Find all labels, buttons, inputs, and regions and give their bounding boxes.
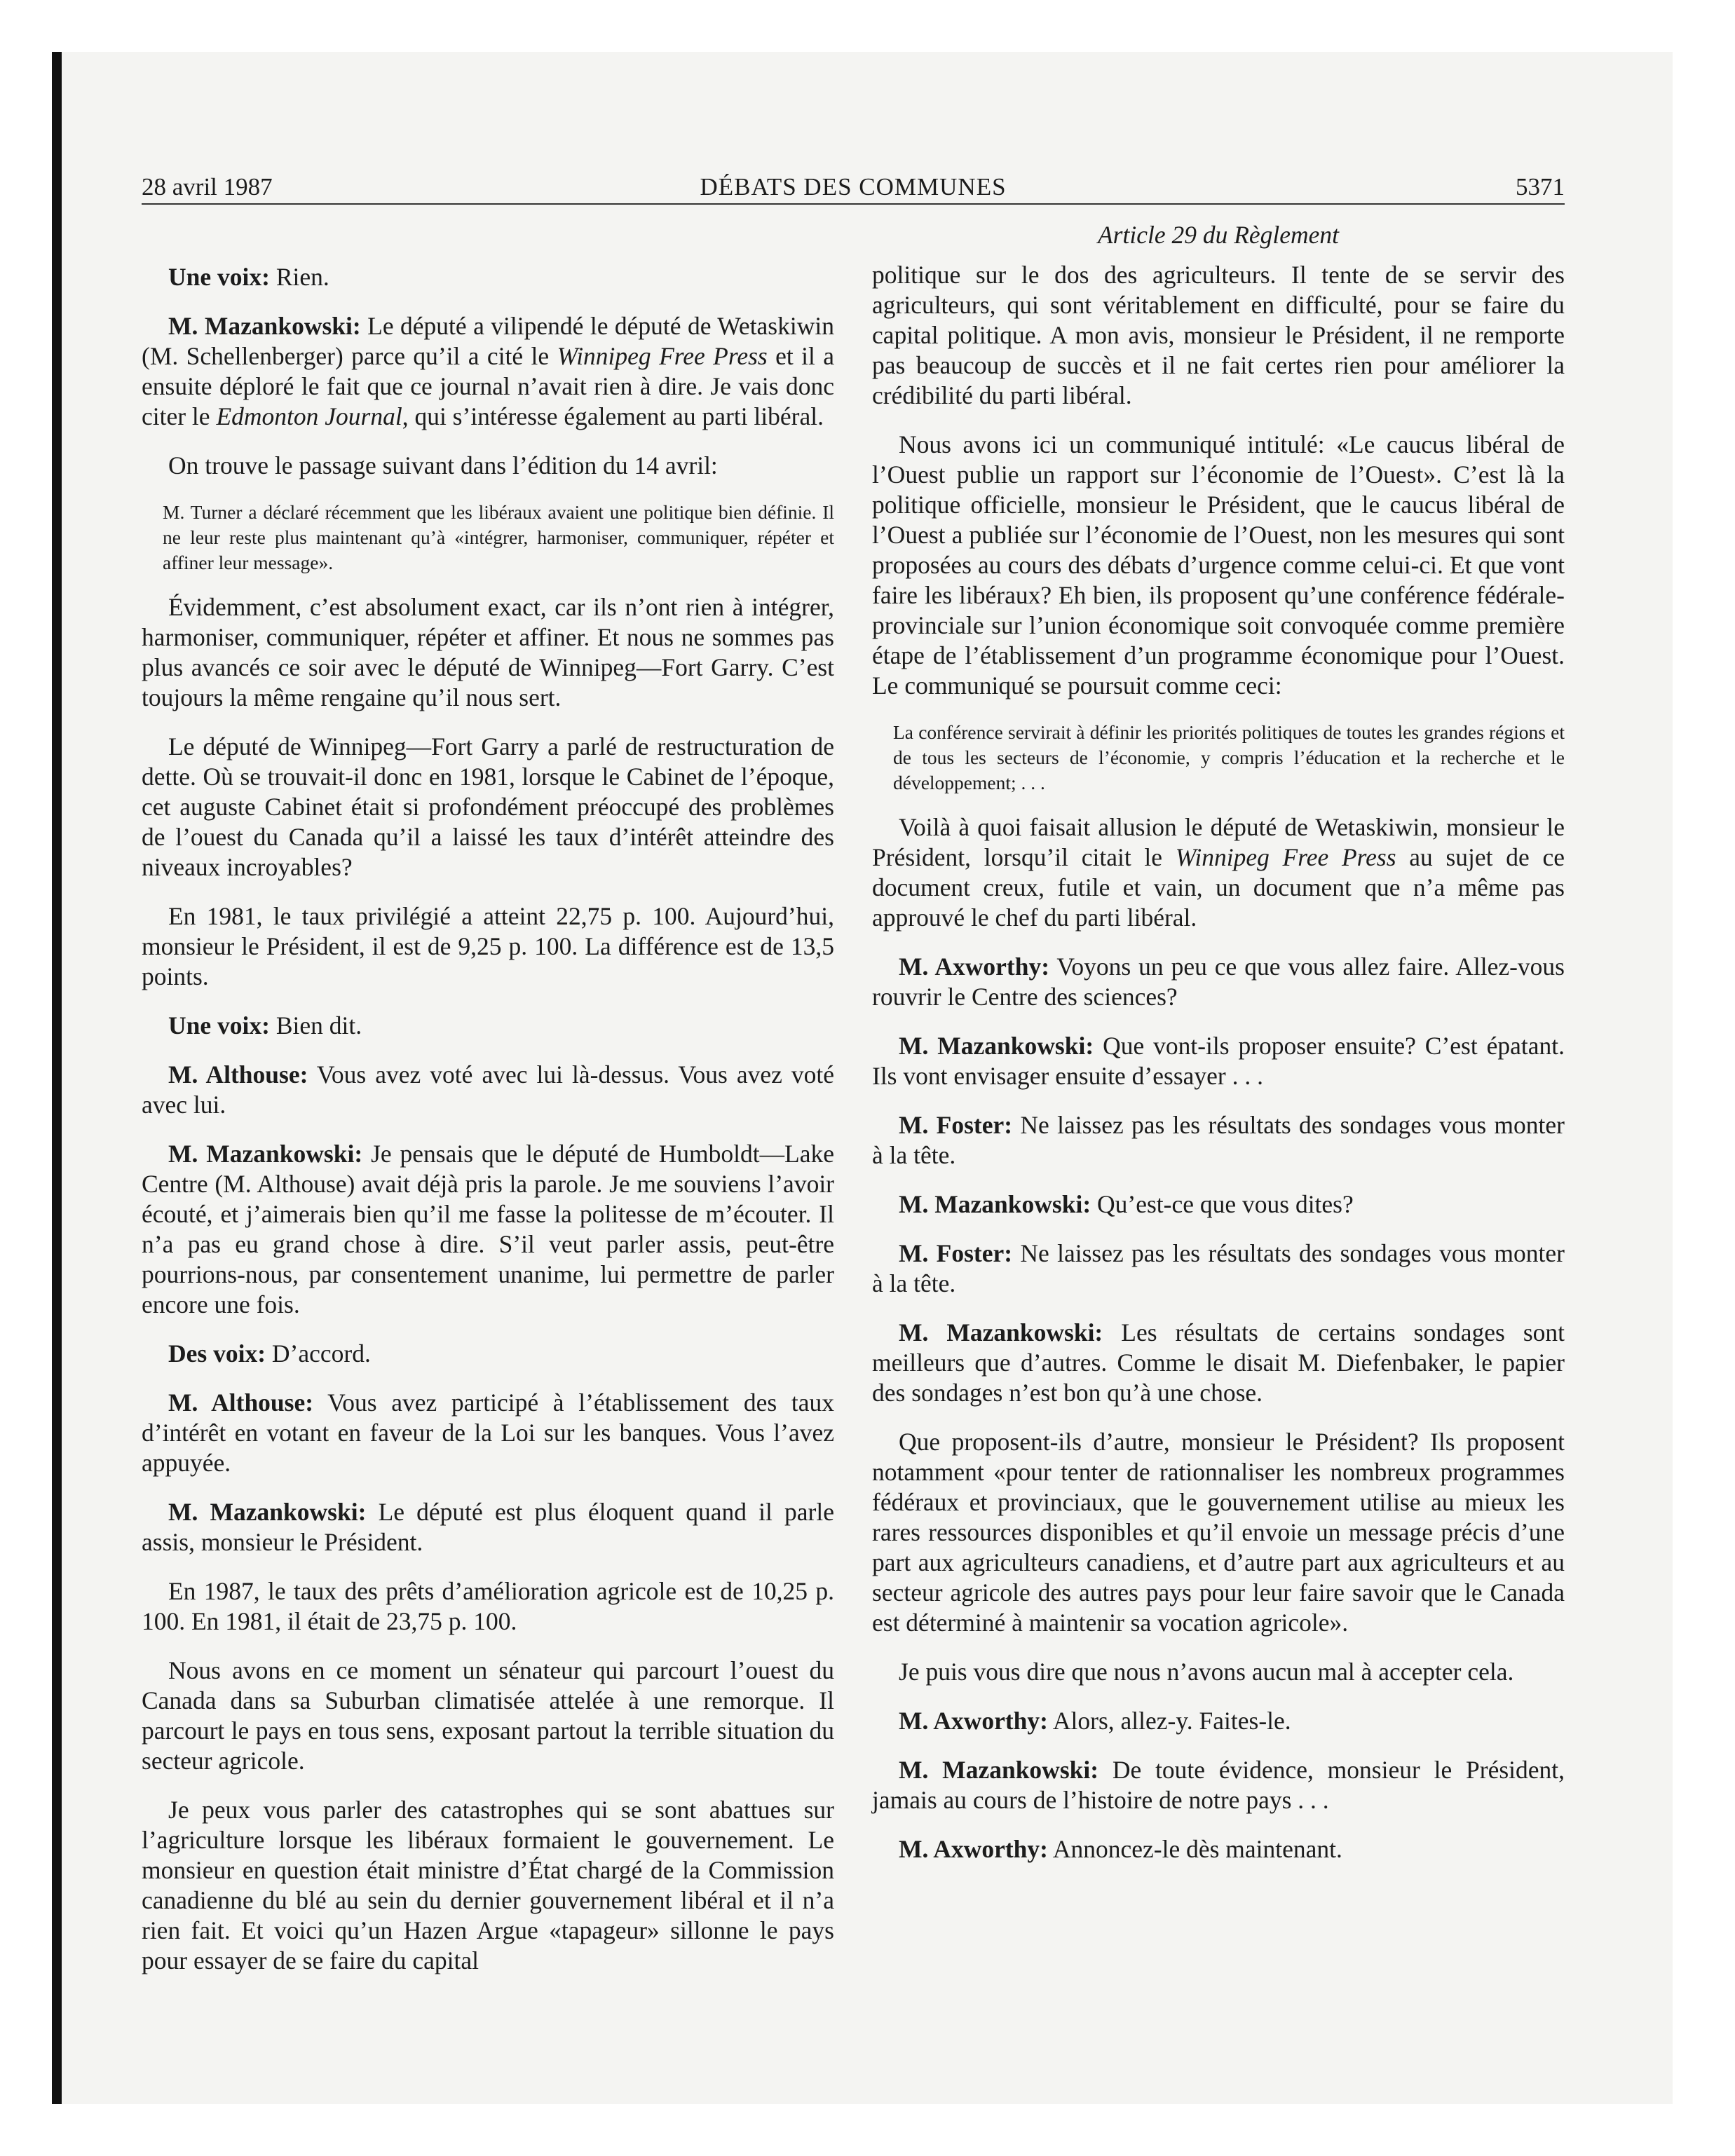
paragraph [872, 1031, 1565, 1091]
paragraph [872, 1239, 1565, 1299]
speaker-name: M. Foster: [899, 1239, 1013, 1267]
speech-text: Annoncez-le dès maintenant. [1047, 1835, 1342, 1863]
paragraph [872, 952, 1565, 1012]
speaker-name: M. Mazankowski: [168, 1140, 363, 1168]
speech-text: et il a ensuite déploré le fait que ce journal n’avait rien à dire. Je vais donc citer le [142, 342, 834, 430]
speech-text: Que vont-ils proposer ensuite? C’est épatant. Ils vont envisager ensuite d’essayer . . . [872, 1032, 1565, 1090]
paragraph: politique sur le dos des agriculteurs. Il tente de se servir des agriculteurs, qui sont véritablement en difficulté, pour se faire du capital politique. A mon avis, monsieur le Président, il ne remporte pas beaucoup de succès et il ne fait certes rien pour améliorer la crédibilité du parti libéral. [872, 261, 1565, 409]
newspaper-title: Edmonton Journal [216, 402, 402, 430]
speaker-name: M. Mazankowski: [168, 1498, 367, 1526]
paragraph: Je peux vous parler des catastrophes qui se sont abattues sur l’agriculture lorsque les libéraux formaient le gouvernement. Le monsieur en question était ministre d’État chargé de la Commission canadienne du blé au sein du dernier gouvernement libéral et il n’a rien fait. Et voici qu’un Hazen Argue «tapageur» sillonne le pays pour essayer de se faire du capital [142, 1796, 834, 1974]
speech-text: Voilà à quoi faisait allusion le député de Wetaskiwin, monsieur le Président, lorsqu’il citait le [872, 813, 1565, 871]
paragraph [142, 262, 834, 292]
paragraph: En 1987, le taux des prêts d’amélioration agricole est de 10,25 p. 100. En 1981, il était de 23,75 p. 100. [142, 1577, 834, 1635]
paragraph: En 1981, le taux privilégié a atteint 22,75 p. 100. Aujourd’hui, monsieur le Président, il est de 9,25 p. 100. La différence est de 13,5 points. [142, 902, 834, 990]
paragraph [872, 1755, 1565, 1815]
paragraph [142, 1497, 834, 1557]
paragraph [142, 1139, 834, 1320]
header-title: DÉBATS DES COMMUNES [700, 173, 1007, 200]
speaker-name: M. Mazankowski: [899, 1190, 1091, 1218]
speaker-name: M. Althouse: [168, 1389, 314, 1417]
speech-text: De toute évidence, monsieur le Président, jamais au cours de l’histoire de notre pays . . . [872, 1756, 1565, 1814]
speaker-name: M. Mazankowski: [168, 312, 361, 340]
paragraph [872, 1189, 1565, 1220]
speaker-name: M. Mazankowski: [899, 1756, 1099, 1784]
paragraph [872, 1318, 1565, 1408]
speech-text: Bien dit. [269, 1011, 362, 1039]
speaker-name: M. Althouse: [168, 1060, 308, 1089]
paragraph: Nous avons ici un communiqué intitulé: «Le caucus libéral de l’Ouest publie un rapport sur l’économie de l’Ouest». C’est là la politique officielle, monsieur le Président, que le caucus libéral de l’Ouest a publiée sur l’économie de l’Ouest, non les mesures qui sont proposées au cours des débats d’urgence comme celui-ci. Et que vont faire les libéraux? Eh bien, ils proposent qu’une conférence fédérale-provinciale sur l’union économique soit convoquée comme première étape de l’établissement d’un programme économique pour l’Ouest. Le communiqué se poursuit comme ceci: [872, 430, 1565, 700]
newspaper-title: Winnipeg Free Press [1175, 843, 1396, 871]
speech-text: Ne laissez pas les résultats des sondages vous monter à la tête. [872, 1111, 1565, 1169]
paragraph [872, 1110, 1565, 1171]
speech-text: Qu’est-ce que vous dites? [1091, 1190, 1354, 1218]
section-heading: Article 29 du Règlement [1097, 221, 1340, 249]
speech-text: Vous avez participé à l’établissement des taux d’intérêt en votant en faveur de la Loi sur les banques. Vous l’avez appuyée. [142, 1389, 834, 1477]
speech-text: Les résultats de certains sondages sont meilleurs que d’autres. Comme le disait M. Diefenbaker, le papier des sondages n’est bon qu’à une chose. [872, 1318, 1565, 1407]
speaker-name: M. Foster: [899, 1111, 1013, 1139]
speaker-name: M. Axworthy: [899, 1835, 1048, 1863]
speaker-name: M. Axworthy: [899, 953, 1050, 981]
speech-text: au sujet de ce document creux, futile et vain, un document que n’a même pas approuvé le chef du parti libéral. [872, 843, 1565, 932]
newspaper-title: Winnipeg Free Press [557, 342, 768, 370]
paragraph [872, 1834, 1565, 1864]
speech-text: Rien. [269, 263, 329, 291]
speech-text: Je pensais que le député de Humboldt—Lake Centre (M. Althouse) avait déjà pris la parole. Je me souviens l’avoir écouté, et j’aimerais bien qu’il me fasse la politesse de m’écouter. Il n’a pas eu grand chose à dire. S’il veut parler assis, peut-être pourrions-nous, par consentement unanime, lui permettre de parler encore une fois. [142, 1140, 834, 1318]
paragraph [872, 812, 1565, 933]
speech-text: Alors, allez-y. Faites-le. [1047, 1707, 1291, 1735]
block-quote: La conférence servirait à définir les priorités politiques de toutes les grandes régions et de tous les secteurs de l’économie, y compris l’éducation et la recherche et le développement; . . . [893, 721, 1565, 793]
paragraph [142, 311, 834, 432]
speech-text: Le député est plus éloquent quand il parle assis, monsieur le Président. [142, 1498, 834, 1556]
speech-text: Voyons un peu ce que vous allez faire. Allez-vous rouvrir le Centre des sciences? [872, 953, 1565, 1011]
page-number: 5371 [1516, 173, 1565, 200]
speaker-name: M. Mazankowski: [899, 1032, 1094, 1060]
running-header [142, 171, 1565, 205]
paragraph: Que proposent-ils d’autre, monsieur le Président? Ils proposent notamment «pour tenter de rationnaliser les nombreux programmes fédéraux et provinciaux, que le gouvernement utilise au mieux les rares ressources disponibles et qu’il envoie un message précis d’une part aux agriculteurs canadiens, et d’autre part aux agriculteurs et au secteur agricole des autres pays pour leur faire savoir que le Canada est déterminé à maintenir sa vocation agricole». [872, 1428, 1565, 1637]
speech-text: D’accord. [266, 1339, 371, 1367]
header-date: 28 avril 1987 [142, 173, 273, 200]
right-column [872, 220, 1565, 1864]
paragraph [872, 1706, 1565, 1736]
speaker-name: M. Axworthy: [899, 1707, 1048, 1735]
paragraph: Le député de Winnipeg—Fort Garry a parlé de restructuration de dette. Où se trouvait-il donc en 1981, lorsque le Cabinet de l’époque, cet auguste Cabinet était si profondément préoccupé des problèmes de l’ouest du Canada qu’il a laissé les taux d’intérêt atteindre des niveaux incroyables? [142, 732, 834, 881]
speech-text: Le député a vilipendé le député de Wetaskiwin (M. Schellenberger) parce qu’il a cité le [142, 312, 834, 370]
paragraph [142, 1388, 834, 1478]
speech-text: , qui s’intéresse également au parti libéral. [402, 402, 824, 430]
speaker-name: M. Mazankowski: [899, 1318, 1103, 1346]
scan-binding-edge [52, 52, 62, 2104]
paragraph [142, 1060, 834, 1120]
block-quote: M. Turner a déclaré récemment que les libéraux avaient une politique bien définie. Il ne leur reste plus maintenant qu’à «intégrer, harmoniser, communiquer, répéter et affiner leur message». [163, 501, 834, 573]
left-column [142, 262, 834, 1976]
paragraph: On trouve le passage suivant dans l’édition du 14 avril: [168, 451, 718, 479]
speaker-name: Des voix: [168, 1339, 266, 1367]
paragraph: Évidemment, c’est absolument exact, car ils n’ont rien à intégrer, harmoniser, communiquer, répéter et affiner. Et nous ne sommes pas plus avancés ce soir avec le député de Winnipeg—Fort Garry. C’est toujours la même rengaine qu’il nous sert. [142, 593, 834, 711]
hansard-page [142, 171, 1565, 2077]
paragraph: Nous avons en ce moment un sénateur qui parcourt l’ouest du Canada dans sa Suburban climatisée attelée à une remorque. Il parcourt le pays en tous sens, exposant partout la terrible situation du secteur agricole. [142, 1656, 834, 1775]
paragraph: Je puis vous dire que nous n’avons aucun mal à accepter cela. [899, 1658, 1514, 1686]
speech-text: Vous avez voté avec lui là-dessus. Vous avez voté avec lui. [142, 1060, 835, 1119]
speaker-name: Une voix: [168, 263, 270, 291]
paragraph [142, 1339, 834, 1369]
speech-text: Ne laissez pas les résultats des sondages vous monter à la tête. [872, 1239, 1565, 1297]
speaker-name: Une voix: [168, 1011, 270, 1039]
paragraph [142, 1011, 834, 1041]
